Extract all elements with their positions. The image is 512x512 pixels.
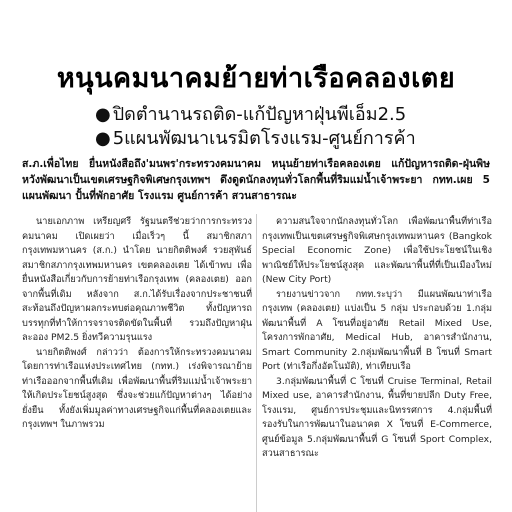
body-paragraph: นายกิตติพงศ์ กล่าวว่า ต้องการให้กระทรวงคมนาคม โดยการท่าเรือแห่งประเทศไทย (กทท.) เร่งพิจารณาย้ายท่าเรือออกจากพื้นที่เดิม เพื่อพัฒนาพื้นที่ริมแม่น้ำเจ้าพระยาให้เกิดประโยชน์สูงสุด ซึ่งจะช่วยแก้ปัญหาต่างๆ ได้อย่างยั่งยืน ทั้งยังเพิ่มมูลค่าทางเศรษฐกิจแก่พื้นที่คลองเตยและกรุงเทพฯ ในภาพรวม	[22, 346, 252, 430]
subheadline-text: ปิดตำนานรถติด-แก้ปัญหาฝุ่นพีเอ็ม2.5	[112, 104, 407, 125]
column-divider	[256, 214, 257, 512]
body-paragraph: 3.กลุ่มพัฒนาพื้นที่ C โซนที่ Cruise Terminal, Retail Mixed use, อาคารสำนักงาน, พื้นที่ขายปลีก Duty Free, โรงแรม, ศูนย์การประชุมและนิทรรศการ 4.กลุ่มพื้นที่รองรับในการพัฒนาในอนาคต X โซนที่ E-Commerce, ศูนย์ข้อมูล 5.กลุ่มพัฒนาพื้นที่ G โซนที่ Sport Complex, สวนสาธารณะ	[262, 375, 492, 459]
bullet-icon: ●	[95, 128, 111, 149]
body-column-right	[262, 215, 492, 512]
bullet-icon: ●	[95, 104, 111, 125]
subheadline-1	[95, 104, 406, 126]
body-paragraph: ความสนใจจากนักลงทุนทั่วโลก เพื่อพัฒนาพื้นที่ท่าเรือกรุงเทพเป็นเขตเศรษฐกิจพิเศษกรุงเทพมหานคร (Bangkok Special Economic Zone) เพื่อใช้ประโยชน์ในเชิงพาณิชย์ให้ประโยชน์สูงสุด และพัฒนาพื้นที่ที่เป็นเมืองใหม่ (New City Port)	[262, 216, 492, 285]
body-column-left	[22, 215, 252, 512]
lead-paragraph: ส.ภ.เพื่อไทย ยื่นหนังสือถึง'มนพร'กระทรวงคมนาคม หนุนย้ายท่าเรือคลองเตย แก้ปัญหารถติด-ฝุ่นพิษ หวังพัฒนาเป็นเขตเศรษฐกิจพิเศษกรุงเทพฯ ดึงดูดนักลงทุนทั่วโลกพื้นที่ริมแม่น้ำเจ้าพระยา กทท.เผย 5 แผนพัฒนา ปั้นที่พักอาศัย โรงแรม ศูนย์การค้า สวนสาธารณะ	[22, 158, 490, 202]
subheadline-2	[95, 128, 416, 150]
body-paragraph: นายเอกภาพ เหรียญศรี รัฐมนตรีช่วยว่าการกระทรวงคมนาคม เปิดเผยว่า เมื่อเร็วๆ นี้ สมาชิกสภากรุงเทพมหานคร (ส.ก.) นำโดย นายกิตติพงศ์ รวยสุพันธ์ สมาชิกสภากรุงเทพมหานคร เขตคลองเตย ได้เข้าพบ เพื่อยื่นหนังสือเกี่ยวกับการย้ายท่าเรือกรุงเทพ (คลองเตย) ออกจากพื้นที่เดิม หลังจาก ส.ก.ได้รับเรื่องจากประชาชนที่สะท้อนถึงปัญหาผลกระทบต่อคุณภาพชีวิต ทั้งปัญหารถบรรทุกที่ทำให้การจราจรติดขัดในพื้นที่ รวมถึงปัญหาฝุ่นละออง PM2.5 ยิ่งทวีความรุนแรง	[22, 216, 252, 343]
body-paragraph: รายงานข่าวจาก กทท.ระบุว่า มีแผนพัฒนาท่าเรือกรุงเทพ (คลองเตย) แบ่งเป็น 5 กลุ่ม ประกอบด้วย 1.กลุ่มพัฒนาพื้นที่ A โซนที่อยู่อาศัย Retail Mixed Use, โครงการพักอาศัย, Medical Hub, อาคารสำนักงาน, Smart Community 2.กลุ่มพัฒนาพื้นที่ B โซนที่ Smart Port (ท่าเรือกึ่งอัตโนมัติ), ท่าเทียบเรือ	[262, 288, 492, 372]
headline: หนุนคมนาคมย้ายท่าเรือคลองเตย	[56, 63, 456, 94]
subheadline-text: 5แผนพัฒนาเนรมิตโรงแรม-ศูนย์การค้า	[112, 128, 416, 149]
